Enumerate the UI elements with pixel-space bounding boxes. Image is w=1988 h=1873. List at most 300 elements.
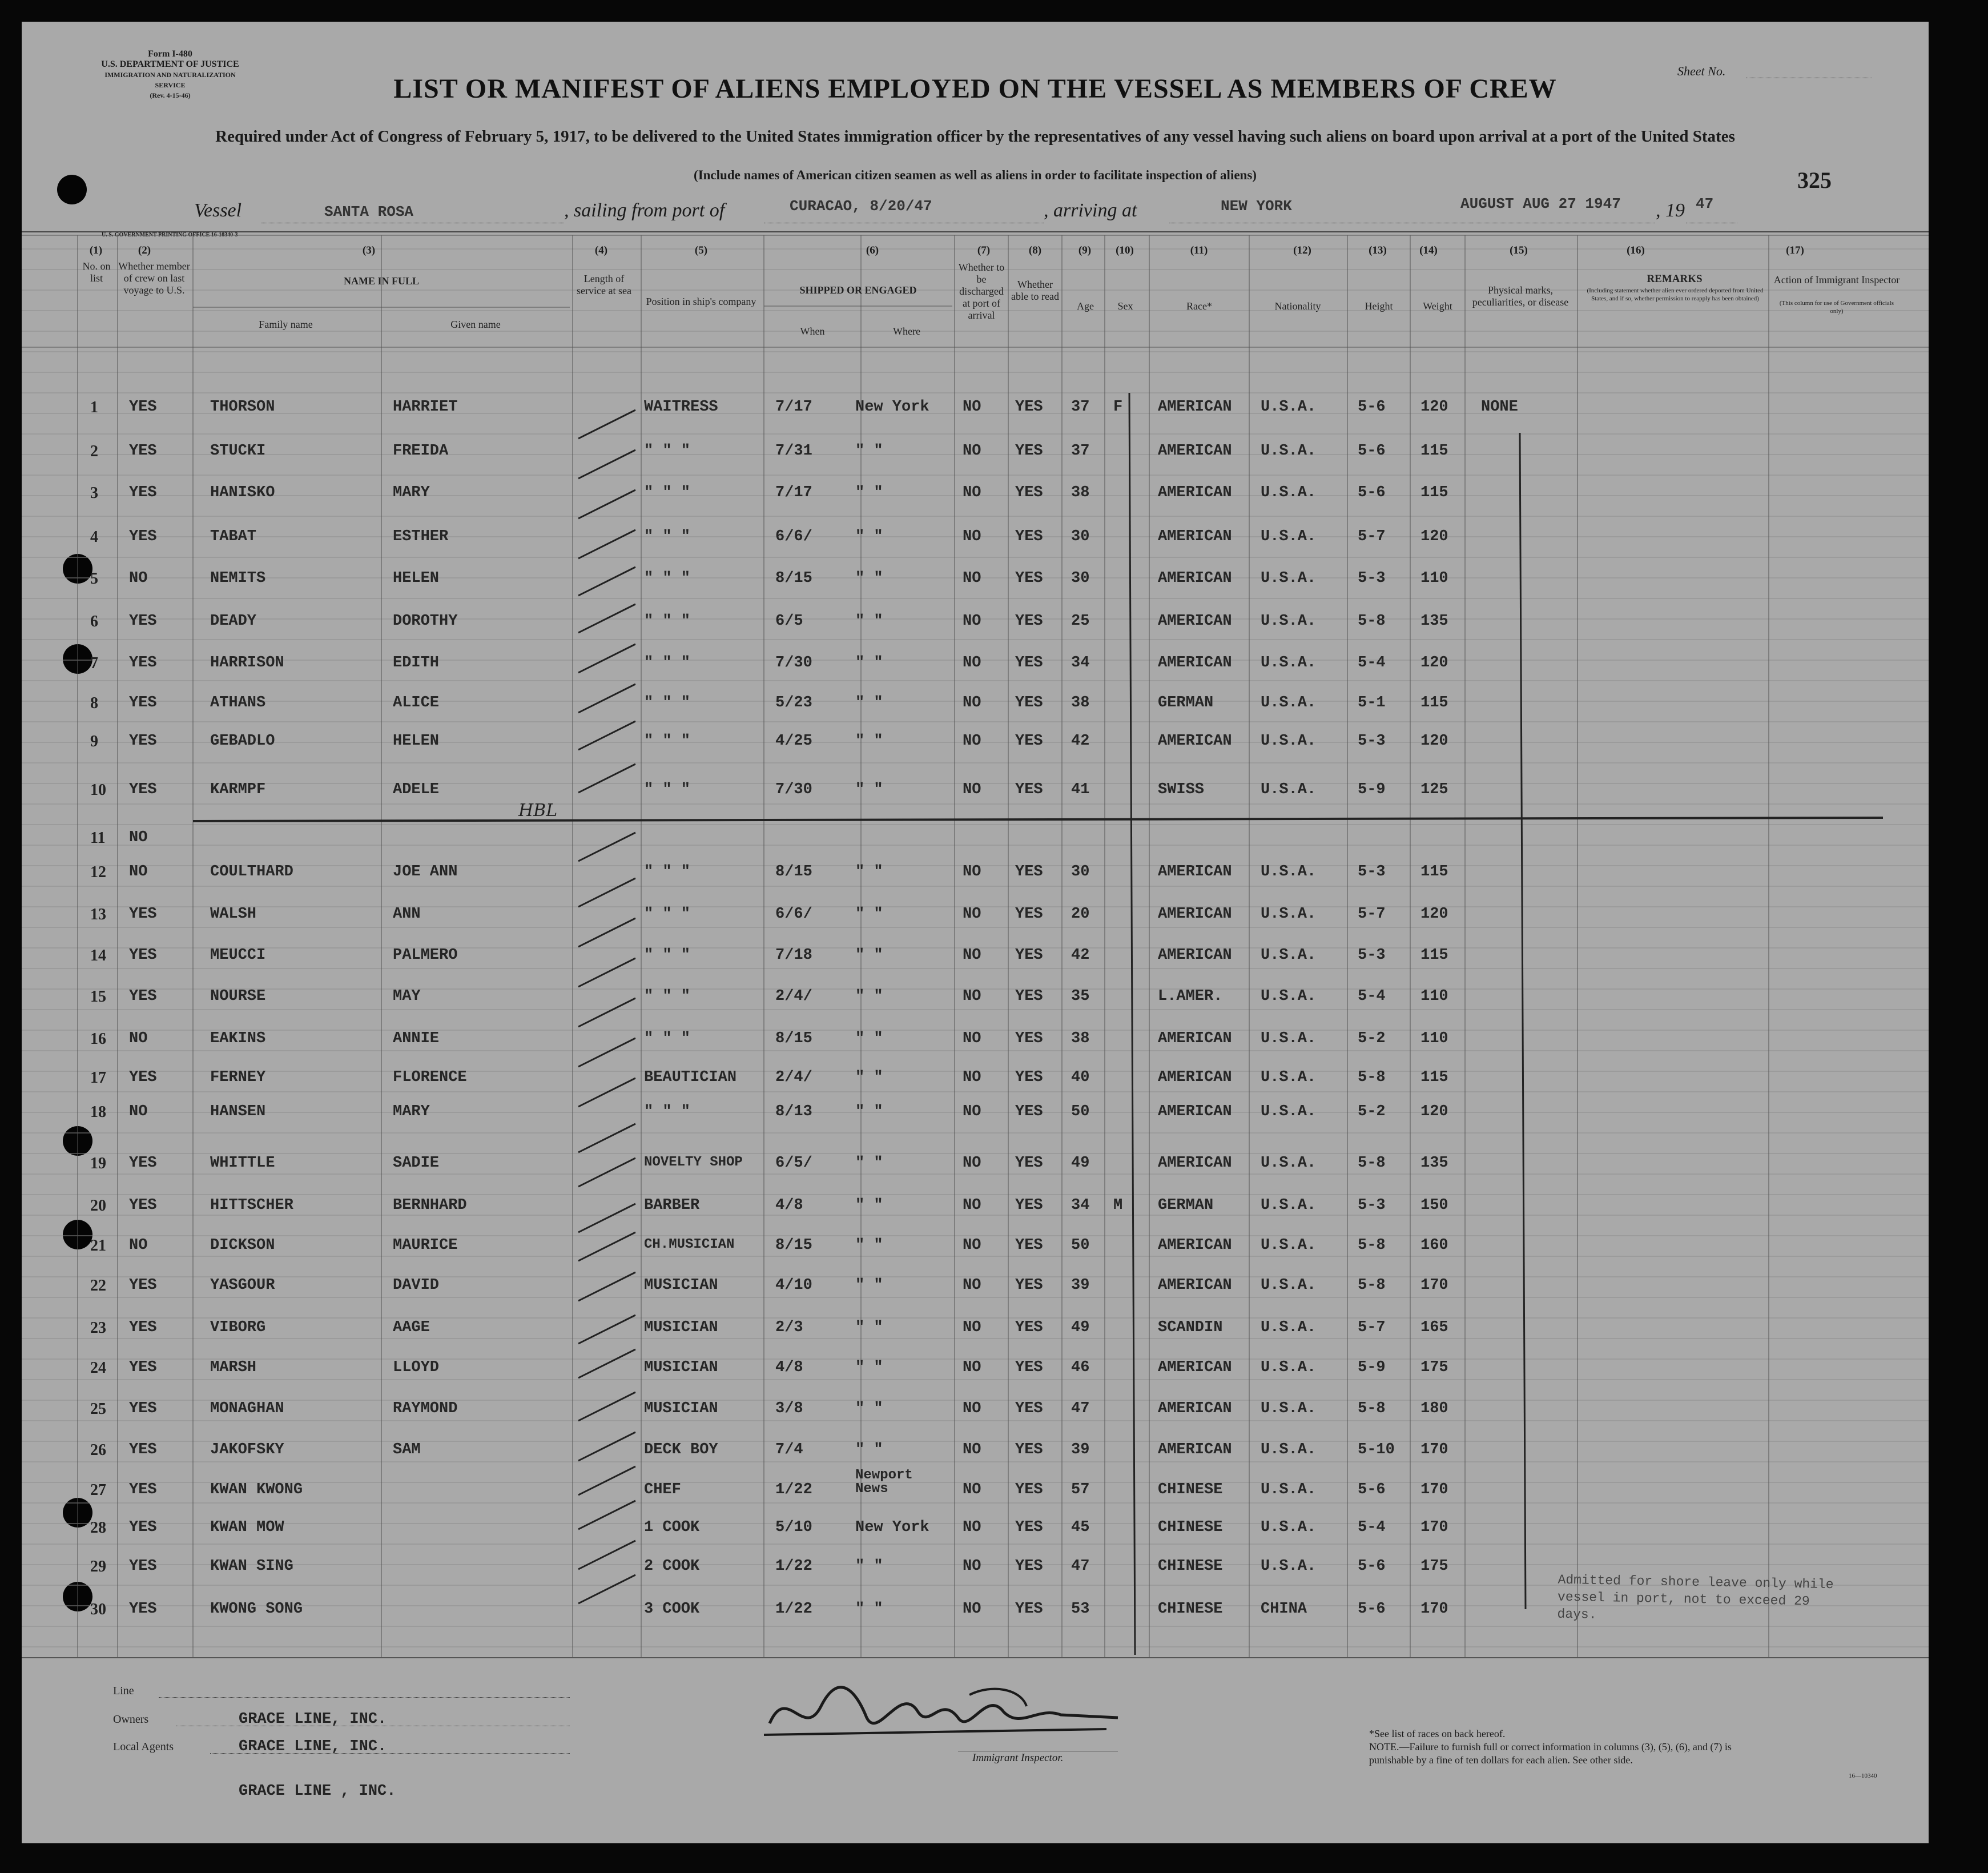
header-race: Race*: [1186, 300, 1212, 312]
row-dis: NO: [963, 694, 981, 712]
row-dis: NO: [963, 1319, 981, 1336]
row-dis: NO: [963, 1481, 981, 1498]
row-read: YES: [1015, 1237, 1043, 1254]
row-when: 8/15: [775, 570, 812, 587]
row-no: 3: [90, 484, 98, 502]
row-no: 14: [90, 947, 106, 964]
row-family: HARRISON: [210, 654, 284, 672]
row-age: 30: [1071, 528, 1090, 545]
row-age: 53: [1071, 1601, 1090, 1618]
row-race: AMERICAN: [1158, 613, 1232, 630]
header-remarks: REMARKS: [1647, 273, 1703, 285]
row-dis: NO: [963, 906, 981, 923]
row-nat: U.S.A.: [1261, 613, 1317, 630]
row-given: PALMERO: [393, 947, 458, 964]
row-no: 5: [90, 570, 98, 588]
row-no: 6: [90, 613, 98, 630]
row-age: 40: [1071, 1069, 1090, 1086]
row-ht: 5-4: [1358, 1519, 1386, 1536]
row-where: " ": [855, 1359, 883, 1376]
row-read: YES: [1015, 906, 1043, 923]
row-crew: YES: [129, 1319, 157, 1336]
row-crew: YES: [129, 1519, 157, 1536]
row-given: DOROTHY: [393, 613, 458, 630]
row-ht: 5-10: [1358, 1441, 1395, 1458]
row-ht: 5-7: [1358, 1319, 1386, 1336]
row-crew: YES: [129, 694, 157, 712]
row-where: " ": [855, 570, 883, 587]
row-dis: NO: [963, 988, 981, 1005]
row-crew: YES: [129, 443, 157, 460]
header-when: When: [800, 325, 825, 337]
row-race: AMERICAN: [1158, 947, 1232, 964]
row-read: YES: [1015, 528, 1043, 545]
row-crew: YES: [129, 988, 157, 1005]
sailing-label: , sailing from port of: [564, 200, 725, 221]
row-when: 1/22: [775, 1601, 812, 1618]
row-when: 7/30: [775, 654, 812, 672]
row-family: MARSH: [210, 1359, 257, 1376]
row-nat: U.S.A.: [1261, 1519, 1317, 1536]
row-where: New York: [855, 1519, 929, 1536]
inspector-initials: HBL: [518, 801, 558, 821]
row-wt: 110: [1420, 570, 1448, 587]
row-where: " ": [855, 613, 883, 630]
row-where: " ": [855, 1319, 883, 1336]
row-when: 8/15: [775, 863, 812, 881]
row-age: 25: [1071, 613, 1090, 630]
column-number: (3): [362, 244, 376, 256]
row-no: 18: [90, 1103, 106, 1121]
row-read: YES: [1015, 863, 1043, 881]
row-pos: DECK BOY: [644, 1441, 718, 1458]
row-when: 4/10: [775, 1277, 812, 1294]
print-code: 16—10340: [1849, 1772, 1877, 1779]
row-family: WHITTLE: [210, 1155, 275, 1172]
row-pos: " " ": [644, 988, 691, 1005]
agents-value: GRACE LINE, INC.: [239, 1738, 387, 1755]
row-ht: 5-3: [1358, 947, 1386, 964]
header-list-number: No. on list: [82, 260, 111, 284]
row-where: " ": [855, 1030, 883, 1047]
row-no: 17: [90, 1069, 106, 1087]
row-wt: 170: [1420, 1481, 1448, 1498]
row-age: 42: [1071, 947, 1090, 964]
row-nat: U.S.A.: [1261, 1441, 1317, 1458]
row-when: 8/15: [775, 1237, 812, 1254]
row-age: 37: [1071, 399, 1090, 416]
row-family: KWONG SONG: [210, 1601, 303, 1618]
row-given: ANN: [393, 906, 421, 923]
row-wt: 110: [1420, 988, 1448, 1005]
row-when: 2/4/: [775, 1069, 812, 1086]
row-family: GEBADLO: [210, 733, 275, 750]
row-ht: 5-8: [1358, 1069, 1386, 1086]
row-family: MONAGHAN: [210, 1400, 284, 1417]
row-read: YES: [1015, 570, 1043, 587]
row-read: YES: [1015, 733, 1043, 750]
row-nat: U.S.A.: [1261, 1103, 1317, 1120]
header-length-of-service: Length of service at sea: [577, 273, 631, 296]
row-family: FERNEY: [210, 1069, 266, 1086]
row-ht: 5-6: [1358, 1481, 1386, 1498]
row-marks: NONE: [1481, 399, 1518, 416]
row-no: 10: [90, 781, 106, 799]
row-read: YES: [1015, 654, 1043, 672]
row-crew: YES: [129, 1155, 157, 1172]
row-age: 34: [1071, 1197, 1090, 1214]
header-last-voyage: Whether member of crew on last voyage to U.S.: [118, 260, 190, 296]
row-age: 50: [1071, 1103, 1090, 1120]
row-when: 5/10: [775, 1519, 812, 1536]
row-family: NEMITS: [210, 570, 266, 587]
row-given: FLORENCE: [393, 1069, 467, 1086]
row-crew: YES: [129, 1400, 157, 1417]
row-crew: YES: [129, 1481, 157, 1498]
row-dis: NO: [963, 1155, 981, 1172]
row-wt: 115: [1420, 863, 1448, 881]
row-ht: 5-2: [1358, 1103, 1386, 1120]
row-family: KWAN MOW: [210, 1519, 284, 1536]
row-pos: 1 COOK: [644, 1519, 700, 1536]
row-given: MARY: [393, 484, 430, 501]
row-where: Newport News: [855, 1468, 913, 1497]
row-where: " ": [855, 1441, 883, 1458]
row-race: AMERICAN: [1158, 733, 1232, 750]
row-wt: 160: [1420, 1237, 1448, 1254]
column-number: (8): [1028, 244, 1042, 256]
row-ht: 5-4: [1358, 988, 1386, 1005]
row-pos: " " ": [644, 1030, 691, 1047]
row-where: " ": [855, 906, 883, 923]
column-number: (9): [1078, 244, 1092, 256]
row-pos: " " ": [644, 443, 691, 460]
row-no: 22: [90, 1277, 106, 1295]
row-nat: U.S.A.: [1261, 1319, 1317, 1336]
row-where: " ": [855, 484, 883, 501]
row-read: YES: [1015, 1359, 1043, 1376]
row-where: " ": [855, 947, 883, 964]
column-number: (5): [694, 244, 708, 256]
row-no: 12: [90, 863, 106, 881]
row-family: KWAN SING: [210, 1558, 293, 1575]
page-number: 325: [1797, 167, 1832, 193]
row-dis: NO: [963, 1197, 981, 1214]
owners-value: GRACE LINE, INC.: [239, 1711, 387, 1728]
row-given: ALICE: [393, 694, 440, 712]
row-age: 42: [1071, 733, 1090, 750]
row-age: 37: [1071, 443, 1090, 460]
row-family: JAKOFSKY: [210, 1441, 284, 1458]
row-wt: 115: [1420, 694, 1448, 712]
row-age: 30: [1071, 863, 1090, 881]
row-pos: NOVELTY SHOP: [644, 1155, 743, 1170]
row-nat: U.S.A.: [1261, 733, 1317, 750]
column-number: (7): [977, 244, 991, 256]
header-name-in-full: NAME IN FULL: [343, 275, 419, 287]
line-label: Line: [113, 1685, 134, 1697]
row-pos: BARBER: [644, 1197, 700, 1214]
row-read: YES: [1015, 1030, 1043, 1047]
row-no: 25: [90, 1400, 106, 1418]
row-pos: CH.MUSICIAN: [644, 1237, 735, 1252]
arrival-port: NEW YORK: [1221, 198, 1292, 215]
row-wt: 150: [1420, 1197, 1448, 1214]
row-race: CHINESE: [1158, 1558, 1223, 1575]
row-pos: " " ": [644, 781, 691, 798]
arrival-date: AUGUST AUG 27 1947: [1460, 195, 1621, 212]
row-no: 30: [90, 1601, 106, 1618]
header-physical-marks: Physical marks, peculiarities, or disease: [1472, 284, 1569, 308]
row-read: YES: [1015, 443, 1043, 460]
row-family: YASGOUR: [210, 1277, 275, 1294]
row-family: DEADY: [210, 613, 257, 630]
row-family: EAKINS: [210, 1030, 266, 1047]
row-read: YES: [1015, 1155, 1043, 1172]
agents-value-2: GRACE LINE , INC.: [239, 1783, 396, 1800]
row-when: 7/4: [775, 1441, 803, 1458]
row-read: YES: [1015, 1481, 1043, 1498]
row-where: " ": [855, 863, 883, 881]
row-pos: " " ": [644, 654, 691, 672]
row-ht: 5-4: [1358, 654, 1386, 672]
column-number: (4): [594, 244, 608, 256]
row-where: " ": [855, 694, 883, 712]
row-race: CHINESE: [1158, 1481, 1223, 1498]
row-race: AMERICAN: [1158, 906, 1232, 923]
row-ht: 5-7: [1358, 906, 1386, 923]
row-ht: 5-8: [1358, 1400, 1386, 1417]
sheet-number-label: Sheet No.: [1677, 64, 1726, 78]
row-when: 7/30: [775, 781, 812, 798]
row-crew: NO: [129, 1030, 148, 1047]
row-age: 20: [1071, 906, 1090, 923]
row-given: SADIE: [393, 1155, 440, 1172]
row-when: 1/22: [775, 1481, 812, 1498]
row-sex: M: [1113, 1197, 1123, 1214]
row-ht: 5-2: [1358, 1030, 1386, 1047]
row-pos: " " ": [644, 1103, 691, 1120]
row-ht: 5-6: [1358, 443, 1386, 460]
row-pos: BEAUTICIAN: [644, 1069, 737, 1086]
header-position: Position in ship's company: [646, 296, 756, 307]
row-nat: U.S.A.: [1261, 781, 1317, 798]
row-crew: YES: [129, 906, 157, 923]
row-wt: 120: [1420, 733, 1448, 750]
row-age: 45: [1071, 1519, 1090, 1536]
row-nat: U.S.A.: [1261, 1558, 1317, 1575]
row-ht: 5-6: [1358, 399, 1386, 416]
row-sex: F: [1113, 399, 1123, 416]
column-number: (1): [89, 244, 103, 256]
row-where: " ": [855, 1601, 883, 1618]
row-dis: NO: [963, 1103, 981, 1120]
row-dis: NO: [963, 484, 981, 501]
row-given: ADELE: [393, 781, 440, 798]
row-crew: YES: [129, 654, 157, 672]
header-given-name: Given name: [450, 319, 501, 330]
row-family: STUCKI: [210, 443, 266, 460]
row-read: YES: [1015, 1519, 1043, 1536]
row-no: 4: [90, 528, 98, 546]
row-family: NOURSE: [210, 988, 266, 1005]
column-number: (14): [1419, 244, 1438, 256]
header-height: Height: [1365, 300, 1393, 312]
header-where: Where: [893, 325, 920, 337]
row-dis: NO: [963, 733, 981, 750]
row-pos: " " ": [644, 528, 691, 545]
row-pos: " " ": [644, 733, 691, 750]
row-wt: 120: [1420, 1103, 1448, 1120]
row-where: " ": [855, 1197, 883, 1214]
row-crew: YES: [129, 947, 157, 964]
row-where: " ": [855, 1103, 883, 1120]
row-dis: NO: [963, 528, 981, 545]
row-dis: NO: [963, 1441, 981, 1458]
row-family: KARMPF: [210, 781, 266, 798]
row-race: AMERICAN: [1158, 1359, 1232, 1376]
row-race: CHINESE: [1158, 1519, 1223, 1536]
departure-port: CURACAO, 8/20/47: [790, 198, 932, 215]
row-nat: U.S.A.: [1261, 1197, 1317, 1214]
row-nat: U.S.A.: [1261, 399, 1317, 416]
row-given: SAM: [393, 1441, 421, 1458]
row-pos: " " ": [644, 863, 691, 881]
row-read: YES: [1015, 1400, 1043, 1417]
row-wt: 170: [1420, 1601, 1448, 1618]
column-number: (6): [866, 244, 879, 256]
row-no: 27: [90, 1481, 106, 1499]
row-given: RAYMOND: [393, 1400, 458, 1417]
row-race: AMERICAN: [1158, 1277, 1232, 1294]
row-wt: 120: [1420, 399, 1448, 416]
row-race: SCANDIN: [1158, 1319, 1223, 1336]
row-crew: YES: [129, 1197, 157, 1214]
races-note: *See list of races on back hereof.: [1369, 1728, 1506, 1739]
row-nat: U.S.A.: [1261, 570, 1317, 587]
row-where: " ": [855, 781, 883, 798]
arriving-label: , arriving at: [1044, 200, 1137, 221]
row-where: " ": [855, 528, 883, 545]
row-read: YES: [1015, 399, 1043, 416]
row-pos: 3 COOK: [644, 1601, 700, 1618]
row-given: MAY: [393, 988, 421, 1005]
row-when: 6/6/: [775, 906, 812, 923]
row-given: DAVID: [393, 1277, 440, 1294]
row-no: 7: [90, 654, 98, 672]
row-age: 47: [1071, 1400, 1090, 1417]
row-ht: 5-8: [1358, 1155, 1386, 1172]
row-age: 49: [1071, 1319, 1090, 1336]
row-given: EDITH: [393, 654, 440, 672]
row-no: 15: [90, 988, 106, 1006]
row-when: 6/5: [775, 613, 803, 630]
row-nat: U.S.A.: [1261, 1400, 1317, 1417]
row-nat: U.S.A.: [1261, 694, 1317, 712]
row-nat: CHINA: [1261, 1601, 1307, 1618]
row-pos: " " ": [644, 484, 691, 501]
row-dis: NO: [963, 781, 981, 798]
row-race: GERMAN: [1158, 1197, 1214, 1214]
penalty-note: NOTE.—Failure to furnish full or correct information in columns (3), (5), (6), and (7) is punishable by a fine of ten dollars for each alien. See other side.: [1369, 1741, 1732, 1766]
row-age: 39: [1071, 1441, 1090, 1458]
row-wt: 170: [1420, 1519, 1448, 1536]
row-dis: NO: [963, 1558, 981, 1575]
row-age: 41: [1071, 781, 1090, 798]
row-where: " ": [855, 443, 883, 460]
row-nat: U.S.A.: [1261, 484, 1317, 501]
row-family: HANISKO: [210, 484, 275, 501]
row-read: YES: [1015, 1558, 1043, 1575]
row-no: 16: [90, 1030, 106, 1048]
row-when: 4/8: [775, 1197, 803, 1214]
row-no: 23: [90, 1319, 106, 1337]
row-nat: U.S.A.: [1261, 988, 1317, 1005]
row-given: HARRIET: [393, 399, 458, 416]
row-age: 49: [1071, 1155, 1090, 1172]
row-nat: U.S.A.: [1261, 1481, 1317, 1498]
row-crew: NO: [129, 863, 148, 881]
row-pos: MUSICIAN: [644, 1400, 718, 1417]
row-given: MAURICE: [393, 1237, 458, 1254]
row-read: YES: [1015, 1197, 1043, 1214]
row-given: HELEN: [393, 733, 440, 750]
header-age: Age: [1077, 300, 1094, 312]
row-race: AMERICAN: [1158, 654, 1232, 672]
row-given: AAGE: [393, 1319, 430, 1336]
row-crew: YES: [129, 733, 157, 750]
row-read: YES: [1015, 1441, 1043, 1458]
row-age: 35: [1071, 988, 1090, 1005]
column-number: (17): [1786, 244, 1804, 256]
form-note: (Include names of American citizen seamen as well as aliens in order to facilitate inspection of aliens): [694, 168, 1257, 182]
row-family: KWAN KWONG: [210, 1481, 303, 1498]
row-read: YES: [1015, 1277, 1043, 1294]
row-age: 38: [1071, 694, 1090, 712]
row-wt: 165: [1420, 1319, 1448, 1336]
row-read: YES: [1015, 947, 1043, 964]
row-race: AMERICAN: [1158, 443, 1232, 460]
row-wt: 180: [1420, 1400, 1448, 1417]
row-dis: NO: [963, 1030, 981, 1047]
row-crew: NO: [129, 570, 148, 587]
year-prefix: , 19: [1656, 200, 1685, 221]
row-read: YES: [1015, 781, 1043, 798]
row-ht: 5-8: [1358, 1237, 1386, 1254]
column-number: (10): [1116, 244, 1134, 256]
row-race: SWISS: [1158, 781, 1205, 798]
row-dis: NO: [963, 1069, 981, 1086]
row-read: YES: [1015, 988, 1043, 1005]
row-family: MEUCCI: [210, 947, 266, 964]
row-race: AMERICAN: [1158, 1441, 1232, 1458]
row-no: 13: [90, 906, 106, 923]
row-dis: NO: [963, 1359, 981, 1376]
row-ht: 5-7: [1358, 528, 1386, 545]
row-dis: NO: [963, 1601, 981, 1618]
row-crew: YES: [129, 1441, 157, 1458]
row-pos: " " ": [644, 906, 691, 923]
row-dis: NO: [963, 570, 981, 587]
row-no: 24: [90, 1359, 106, 1377]
row-race: AMERICAN: [1158, 1237, 1232, 1254]
row-age: 57: [1071, 1481, 1090, 1498]
row-crew: NO: [129, 1237, 148, 1254]
row-when: 1/22: [775, 1558, 812, 1575]
shore-leave-remark: Admitted for shore leave only while vessel in port, not to exceed 29 days.: [1557, 1572, 1834, 1622]
form-subtitle: Required under Act of Congress of February 5, 1917, to be delivered to the United States immigration officer by the representatives of any vessel having such aliens on board upon arrival at a port of the United States: [215, 127, 1735, 146]
inspector-label: Immigrant Inspector.: [972, 1752, 1064, 1764]
